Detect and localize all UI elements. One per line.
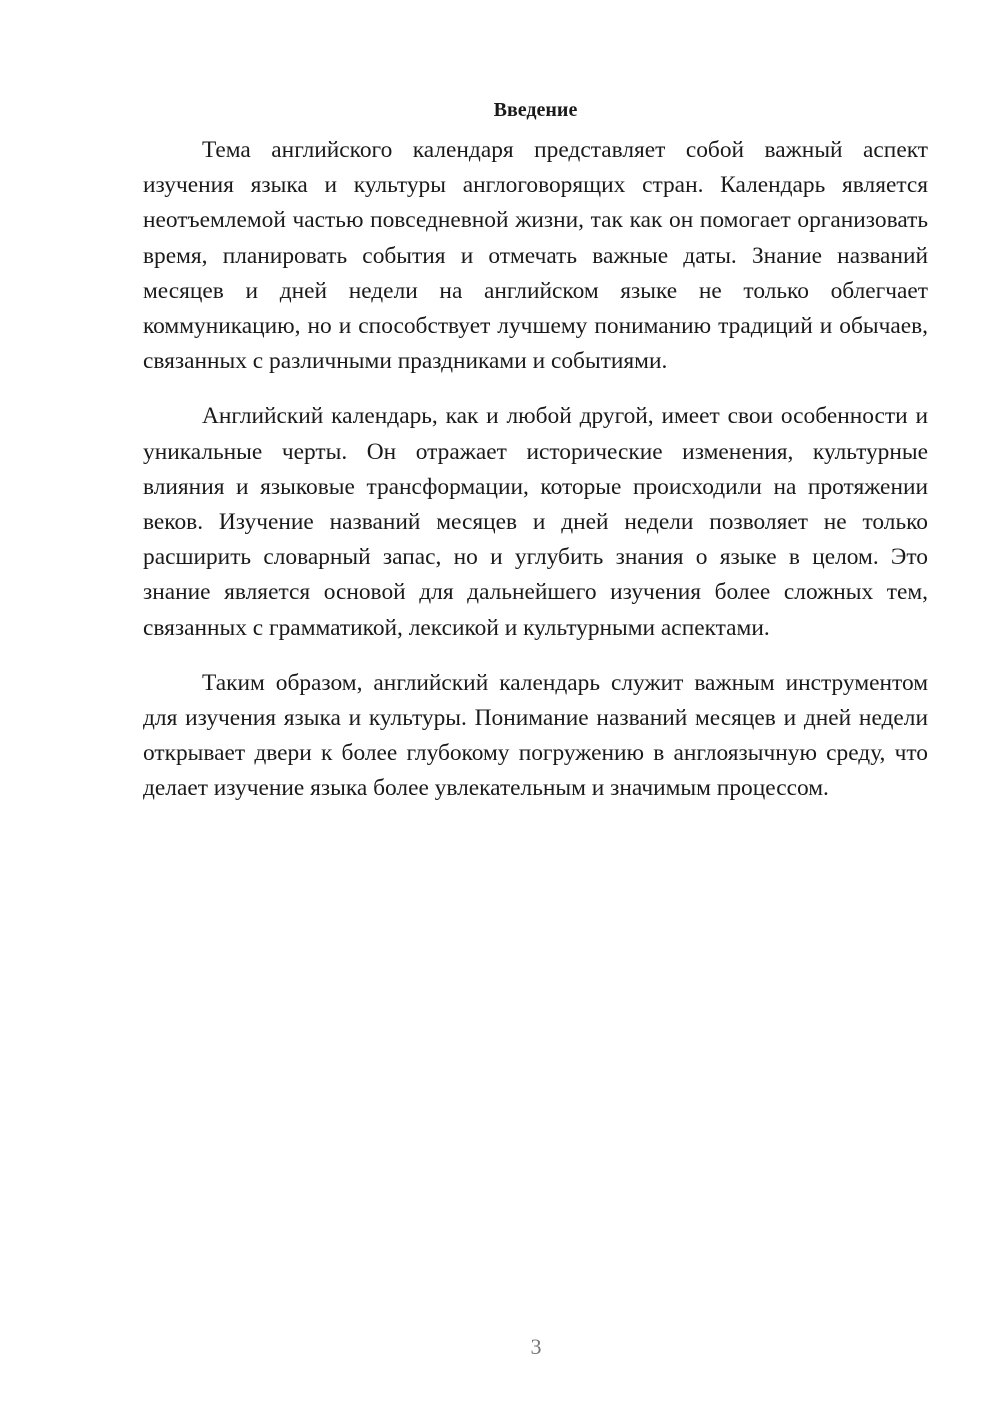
paragraph-2: Английский календарь, как и любой другой, имеет свои особенности и уникальные черты. Он отражает исторические изменения, культурные влияния и языковые трансформации, которые происходили на протяжении веков. Изучение названий месяцев и дней недели позволяет не только расширить словарный запас, но и углубить знания о языке в целом. Это знание является основой для дальнейшего изучения более сложных тем, связанных с грамматикой, лексикой и культурными аспектами. bbox=[143, 403, 928, 641]
section-heading: Введение bbox=[493, 99, 578, 121]
page-number: 3 bbox=[530, 1334, 542, 1359]
paragraph-1: Тема английского календаря представляет собой важный аспект изучения языка и культуры англоговорящих стран. Календарь является неотъемлемой частью повседневной жизни, так как он помогает организовать время, планировать события и отмечать важные даты. Знание названий месяцев и дней недели на английском языке не только облегчает коммуникацию, но и способствует лучшему пониманию традиций и обычаев, связанных с различными праздниками и событиями. bbox=[143, 137, 928, 375]
paragraph-3: Таким образом, английский календарь служит важным инструментом для изучения языка и культуры. Понимание названий месяцев и дней недели открывает двери к более глубокому погружению в англоязычную среду, что делает изучение языка более увлекательным и значимым процессом. bbox=[143, 669, 928, 802]
page-content bbox=[143, 92, 928, 807]
